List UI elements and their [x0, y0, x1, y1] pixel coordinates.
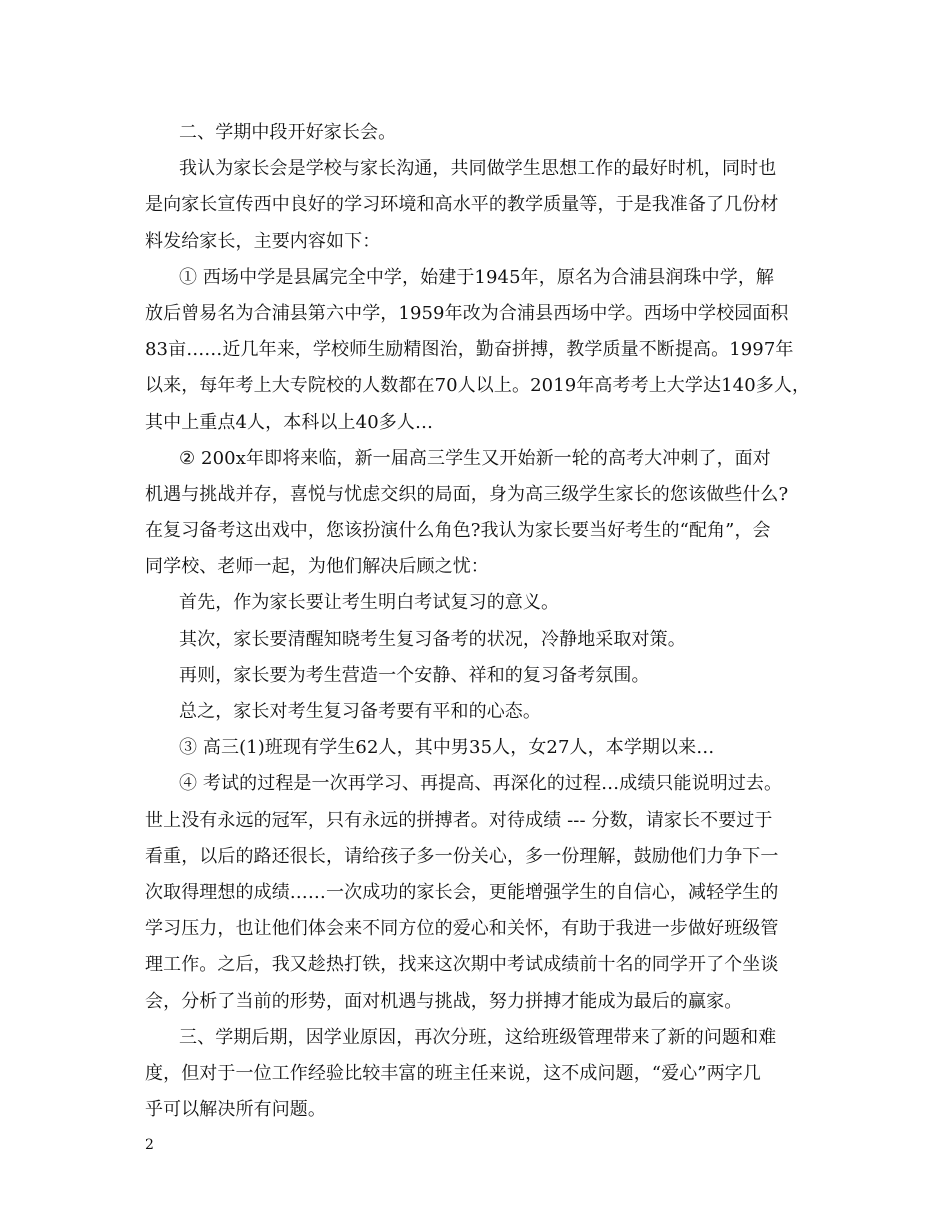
list-item-1-line: 放后曾易名为合浦县第六中学，1959年改为合浦县西场中学。西场中学校园面积 — [145, 302, 789, 324]
list-item-1-line: 83亩……近几年来，学校师生励精图治，勤奋拼搏，教学质量不断提高。1997年 — [145, 339, 794, 361]
advice-second: 其次，家长要清醒知晓考生复习备考的状况，冷静地采取对策。 — [179, 628, 686, 650]
document-body — [145, 115, 811, 1128]
list-item-4-line: 理工作。之后，我又趁热打铁，找来这次期中考试成绩前十名的同学开了个坐谈 — [145, 954, 779, 976]
advice-summary: 总之，家长对考生复习备考要有平和的心态。 — [179, 701, 541, 722]
list-item-4-line: 世上没有永远的冠军，只有永远的拼搏者。对待成绩 --- 分数，请家长不要过于 — [145, 809, 773, 831]
list-item-4-line: 学习压力，也让他们体会来不同方位的爱心和关怀，有助于我进一步做好班级管 — [145, 918, 779, 940]
paragraph-line: 是向家长宣传西中良好的学习环境和高水平的教学质量等，于是我准备了几份材 — [145, 194, 779, 216]
page-number: 2 — [145, 1137, 154, 1153]
advice-first: 首先，作为家长要让考生明白考试复习的意义。 — [179, 592, 560, 614]
list-item-4-line: 看重，以后的路还很长，请给孩子多一份关心，多一份理解，鼓励他们力争下一 — [145, 845, 779, 867]
paragraph-line: 料发给家长，主要内容如下： — [145, 230, 381, 252]
list-item-1-line: 以来，每年考上大专院校的人数都在70人以上。2019年高考考上大学达140多人， — [145, 375, 811, 397]
list-item-4-line: ④ 考试的过程是一次再学习、再提高、再深化的过程…成绩只能说明过去。 — [179, 773, 783, 795]
list-item-4-line: 次取得理想的成绩……一次成功的家长会，更能增强学生的自信心，减轻学生的 — [145, 881, 779, 903]
section-heading-3-line: 乎可以解决所有问题。 — [145, 1099, 326, 1121]
list-item-2-line: ② 200x年即将来临，新一届高三学生又开始新一轮的高考大冲刺了，面对 — [179, 447, 771, 469]
advice-third: 再则，家长要为考生营造一个安静、祥和的复习备考氛围。 — [179, 664, 650, 686]
section-heading-3-line: 三、学期后期，因学业原因，再次分班，这给班级管理带来了新的问题和难 — [179, 1026, 777, 1048]
list-item-2-line: 在复习备考这出戏中，您该扮演什么角色?我认为家长要当好考生的“配角”，会 — [145, 520, 771, 542]
section-heading-2: 二、学期中段开好家长会。 — [179, 122, 397, 143]
list-item-2-line: 同学校、老师一起，为他们解决后顾之忧： — [145, 556, 489, 578]
list-item-4-line: 会，分析了当前的形势，面对机遇与挑战，努力拼搏才能成为最后的赢家。 — [145, 990, 743, 1012]
section-heading-3-line: 度，但对于一位工作经验比较丰富的班主任来说，这不成问题，“爱心”两字几 — [145, 1062, 761, 1084]
list-item-2-line: 机遇与挑战并存，喜悦与忧虑交织的局面，身为高三级学生家长的您该做些什么? — [145, 483, 789, 505]
list-item-3-line: ③ 高三(1)班现有学生62人，其中男35人，女27人，本学期以来… — [179, 737, 715, 759]
list-item-1-line: ① 西场中学是县属完全中学，始建于1945年，原名为合浦县润珠中学，解 — [179, 266, 775, 288]
list-item-1-line: 其中上重点4人，本科以上40多人… — [145, 411, 434, 433]
paragraph-line: 我认为家长会是学校与家长沟通，共同做学生思想工作的最好时机，同时也 — [179, 158, 777, 180]
